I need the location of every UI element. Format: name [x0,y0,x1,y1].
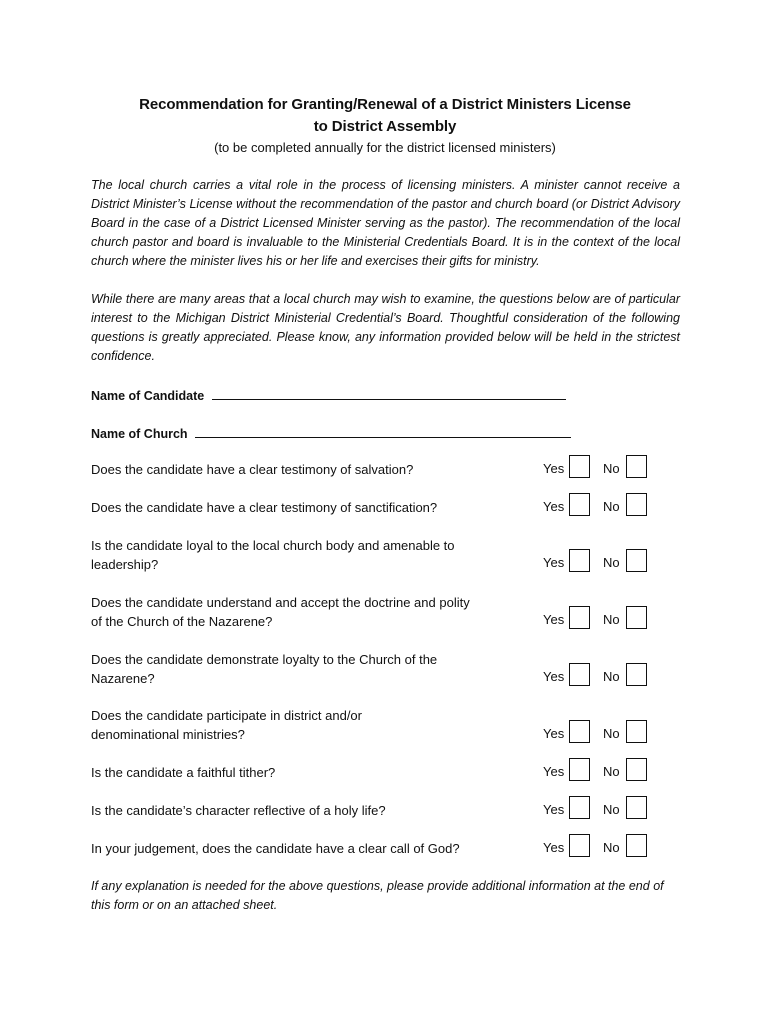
yes-label: Yes [543,612,565,627]
no-label: No [603,669,620,684]
yes-checkbox[interactable] [569,455,590,478]
yes-checkbox[interactable] [569,720,590,743]
no-label: No [603,555,620,570]
question-loyal-local-church: Is the candidate loyal to the local church body and amenable to leadership? [91,538,455,572]
no-label: No [603,840,620,855]
form-title-line-2: to District Assembly [313,118,457,135]
question-sanctification: Does the candidate have a clear testimony of sanctification? [91,500,438,515]
yes-label: Yes [543,840,565,855]
question-holy-life: Is the candidate’s character reflective of a holy life? [91,803,386,818]
yes-label: Yes [543,802,565,817]
no-label: No [603,612,620,627]
yes-label: Yes [543,764,565,779]
no-checkbox[interactable] [626,796,647,819]
footer-note: If any explanation is needed for the above questions, please provide additional information at the end of this form or on an attached sheet. [91,879,664,912]
no-label: No [603,726,620,741]
question-district-ministries: Does the candidate participate in district and/or denominational ministries? [91,708,362,742]
no-checkbox[interactable] [626,549,647,572]
yes-checkbox[interactable] [569,663,590,686]
yes-checkbox[interactable] [569,758,590,781]
no-checkbox[interactable] [626,663,647,686]
intro-paragraph-2: While there are many areas that a local church may wish to examine, the questions below are of particular interest to the Michigan District Ministerial Credential’s Board. Thoughtful consideration of the following questions is greatly appreciated. Please know, any information provided below will be held in the strictest confidence. [91,292,680,363]
no-label: No [603,802,620,817]
no-checkbox[interactable] [626,834,647,857]
church-name-field[interactable] [195,424,571,438]
no-label: No [603,499,620,514]
church-name-row [91,424,571,441]
yes-checkbox[interactable] [569,549,590,572]
form-subtitle: (to be completed annually for the district licensed ministers) [214,140,556,155]
yes-label: Yes [543,555,565,570]
candidate-name-label: Name of Candidate [91,389,205,403]
no-label: No [603,764,620,779]
yes-checkbox[interactable] [569,606,590,629]
intro-paragraph-1: The local church carries a vital role in the process of licensing ministers. A minister cannot receive a District Minister’s License without the recommendation of the pastor and church board (or District Advisory Board in the case of a District Licensed Minister serving as the pastor). The recommendation of the local church pastor and board is invaluable to the Ministerial Credentials Board. It is in the context of the local church where the minister lives his or her life and exercises their gifts for ministry. [91,178,680,268]
no-checkbox[interactable] [626,455,647,478]
yes-checkbox[interactable] [569,834,590,857]
yes-label: Yes [543,461,565,476]
question-salvation: Does the candidate have a clear testimony of salvation? [91,462,414,477]
question-faithful-tither: Is the candidate a faithful tither? [91,765,276,780]
question-call-of-god: In your judgement, does the candidate have a clear call of God? [91,841,460,856]
question-doctrine-polity: Does the candidate understand and accept the doctrine and polity of the Church of the Nazarene? [91,595,470,629]
yes-label: Yes [543,669,565,684]
church-name-label: Name of Church [91,427,188,441]
no-checkbox[interactable] [626,493,647,516]
yes-label: Yes [543,726,565,741]
no-checkbox[interactable] [626,720,647,743]
no-label: No [603,461,620,476]
candidate-name-field[interactable] [212,386,566,400]
candidate-name-row [91,386,566,403]
no-checkbox[interactable] [626,606,647,629]
no-checkbox[interactable] [626,758,647,781]
question-loyalty-nazarene: Does the candidate demonstrate loyalty to the Church of the Nazarene? [91,652,438,686]
form-title-line-1: Recommendation for Granting/Renewal of a District Ministers License [139,96,631,113]
yes-label: Yes [543,499,565,514]
yes-checkbox[interactable] [569,493,590,516]
yes-checkbox[interactable] [569,796,590,819]
